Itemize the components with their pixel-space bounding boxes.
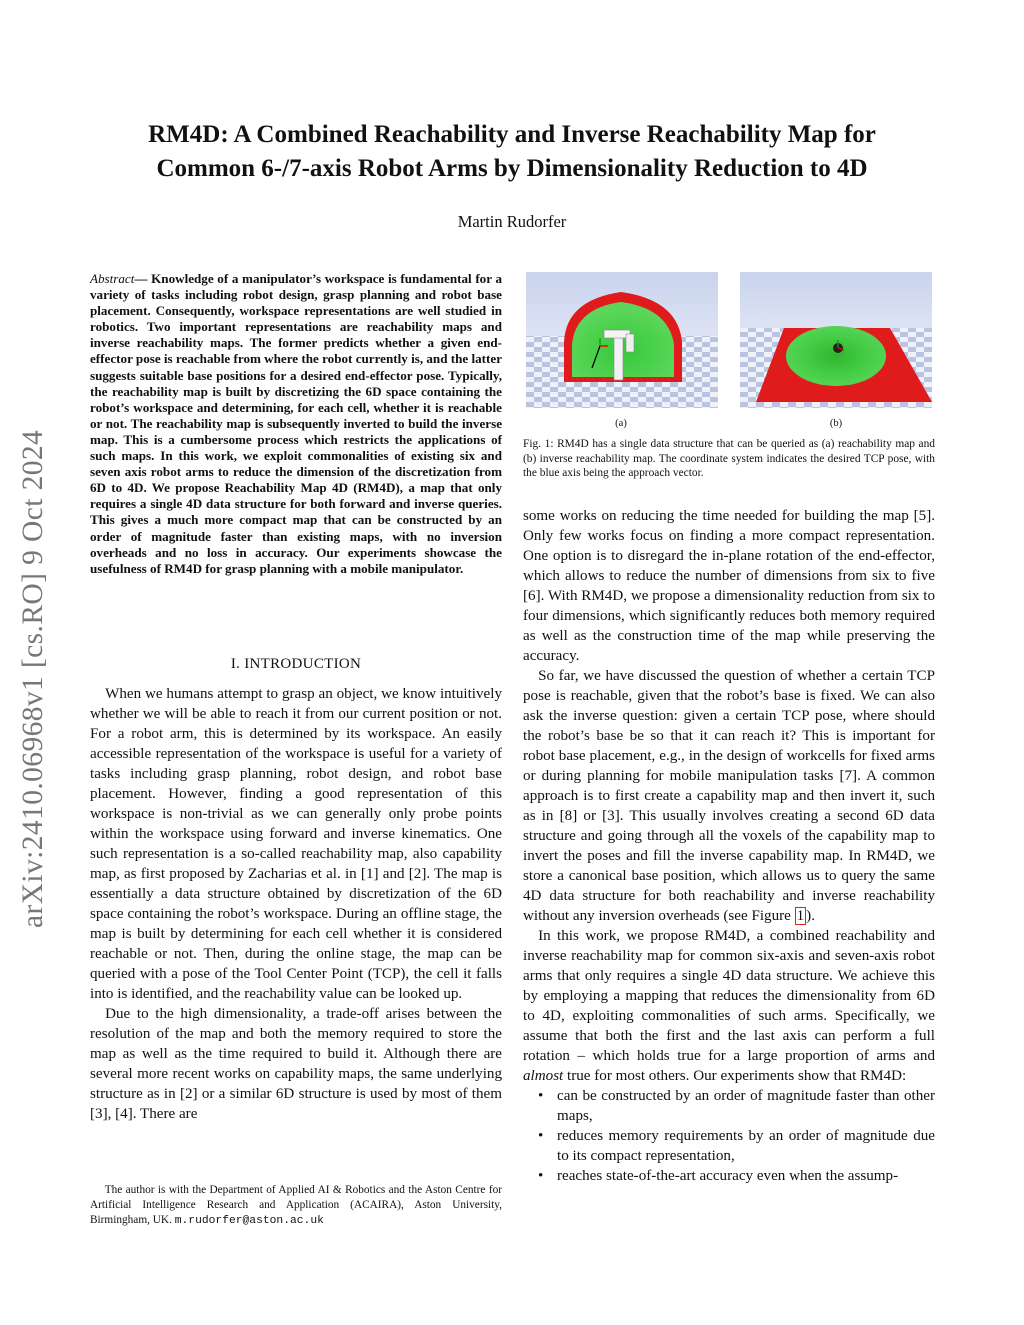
p3-text-a: In this work, we propose RM4D, a combined reachability and inverse reachability map for common six-axis and seven-axis robot arms that only requires a single 4D data structure. We achieve this by employing a mapping that reduces the dimensionality from 6D to 4D, exploiting commonalities of such arms. Specifically, we assume that both the first and the last axis can perform a full rotation – which holds true for a large proportion of arms and (523, 928, 935, 1064)
p2-text-a: So far, we have discussed the question of whether a certain TCP pose is reachable, given that the robot’s base is fixed. We can also ask the inverse question: given a certain TCP pose, where should the robot’s base be so that it can reach it? This is important for robot base placement, e.g., in the design of workcells for fixed arms or during planning for mobile manipulation tasks [7]. A common approach is to first create a capability map and then invert it, such as in [8] or [3]. This usually involves creating a second 6D data structure and going through all the voxels of the capability map to invert the poses and fill the inverse capability map. In RM4D, we store a canonical base position, which allows us to query the same 4D data structure for both reachability and inverse reachability without any inversion overheads (see Figure (523, 668, 935, 924)
list-item: • reaches state-of-the-art accuracy even when the assump- (557, 1166, 935, 1186)
right-paragraph-2 (523, 666, 935, 926)
figure-b-label: (b) (829, 418, 843, 429)
right-column-body (523, 506, 935, 1186)
title-line-2: Common 6-/7-axis Robot Arms by Dimensionality Reduction to 4D (156, 155, 868, 182)
footnote-text: The author is with the Department of Applied AI & Robotics and the Aston Centre for Artificial Intelligence Research and Application (ACAIRA), Aston University, Birmingham, UK. (90, 1184, 502, 1226)
footnote (90, 1183, 502, 1229)
list-item: • reduces memory requirements by an order of magnitude due to its compact representation, (557, 1126, 935, 1166)
left-column-body (90, 684, 502, 1124)
figure-a-label: (a) (615, 418, 627, 429)
paper-title (60, 118, 964, 186)
p3-text-b: true for most others. Our experiments show that RM4D: (563, 1068, 907, 1084)
right-paragraph-1: some works on reducing the time needed for building the map [5]. Only few works focus on finding a more compact representation. One option is to disregard the in-plane rotation of the end-effector, which allows to reduce the number of dimensions from six to five [6]. With RM4D, we propose a dimensionality reduction from six to four dimensions, which significantly reduces both memory required as well as the construction time of the map while preserving the accuracy. (523, 508, 935, 664)
section-heading: I. INTRODUCTION (230, 656, 362, 672)
arxiv-stamp: arXiv:2410.06968v1 [cs.RO] 9 Oct 2024 (17, 429, 49, 928)
figure-b-inverse-reachability-map (740, 272, 932, 408)
footnote-email: m.rudorfer@aston.ac.uk (174, 1215, 324, 1227)
figure-caption: Fig. 1: RM4D has a single data structure that can be queried as (a) reachability map and (b) inverse reachability map. The coordinate system indicates the desired TCP pose, with the blue axis being the approach vector. (523, 438, 935, 480)
intro-paragraph-2: Due to the high dimensionality, a trade-off arises between the resolution of the map and both the memory required to store the map as well as the time required to build it. Although there are several more recent works on capability maps, the same underlying structure as in [2] or a similar 6D structure is used by most of them [3], [4]. There are (90, 1006, 502, 1122)
abstract (90, 271, 502, 577)
intro-paragraph-1: When we humans attempt to grasp an object, we know intuitively whether we will be able to reach it from our current position or not. For a robot arm, this is determined by its workspace. An easily accessible representation of the workspace is useful for a variety of tasks including grasp planning, robot design, and robot base placement. However, finding a good representation of this workspace is non-trivial as we can generally only probe points within the workspace using forward and inverse kinematics. One such representation is a so-called reachability map, also capability map, as first proposed by Zacharias et al. in [1] and [2]. The map is essentially a data structure obtained by discretization of the 6D space containing the robot’s workspace. During an offline stage, the map is built by determining for each cell whether it is considered reachable or not. Then, during the online stage, the map can be queried with a pose of the Tool Center Point (TCP), the cell it falls into is identified, and the reachability value can be looked up. (90, 686, 502, 1002)
abstract-label: Abstract (90, 271, 135, 286)
p3-emphasis: almost (523, 1068, 564, 1084)
figure-ref-link[interactable]: 1 (796, 908, 805, 924)
title-line-1: RM4D: A Combined Reachability and Inverse Reachability Map for (148, 121, 876, 148)
list-item: • can be constructed by an order of magnitude faster than other maps, (557, 1086, 935, 1126)
figure-a-reachability-map (526, 272, 718, 408)
author-name: Martin Rudorfer (457, 212, 567, 231)
right-paragraph-3 (523, 926, 935, 1086)
p2-text-b: ). (806, 908, 815, 924)
abstract-text: — Knowledge of a manipulator’s workspace is fundamental for a variety of tasks including robot design, grasp planning and robot base placement. Consequently, workspace representations are well studied in robotics. Two important representations are reachability maps and inverse reachability maps. The former predicts whether a given end-effector pose is reachable from where the robot currently is, and the latter suggests suitable base positions for a desired end-effector pose. Typically, the reachability map is built by discretizing the 6D space containing the robot’s workspace and determining, for each cell, whether it is reachable or not. The reachability map is subsequently inverted to build the inverse map. This is a cumbersome process which restricts the applications of such maps. In this work, we exploit commonalities of existing six and seven axis robot arms to reduce the dimension of the discretization from 6D to 4D. We propose Reachability Map 4D (RM4D), a map that only requires a single 4D data structure for both forward and inverse queries. This gives a much more compact map that can be constructed by an order of magnitude faster than existing maps, with no inversion overheads and no loss in accuracy. Our experiments showcase the usefulness of RM4D for grasp planning with a mobile manipulator. (90, 271, 503, 576)
contribution-list (523, 1086, 935, 1186)
